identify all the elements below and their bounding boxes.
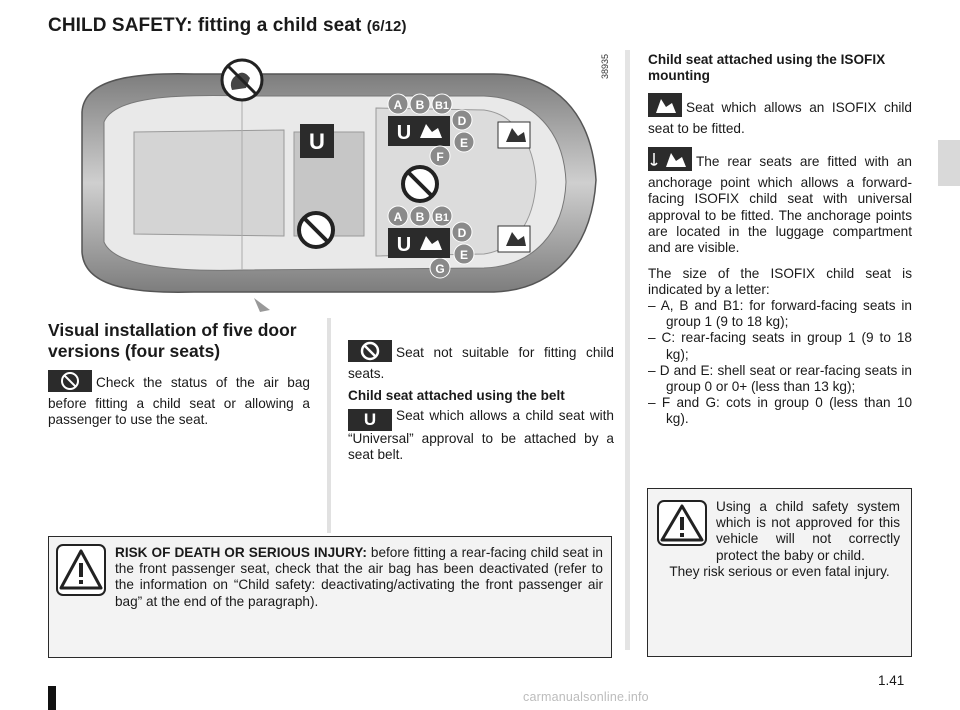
warning-bottom-bold: RISK OF DEATH OR SERIOUS INJURY:: [115, 545, 367, 560]
size-intro: The size of the ISOFIX child seat is indicated by a letter:: [648, 266, 912, 298]
airbag-text: Check the status of the air bag before fitting a child seat or allowing a passenger to use the seat.: [48, 375, 310, 428]
title-text: CHILD SAFETY: fitting a child seat: [48, 15, 362, 36]
middle-divider: [327, 318, 331, 533]
airbag-paragraph: [48, 370, 310, 429]
list-item: – C: rear-facing seats in group 1 (9 to 18 kg);: [648, 330, 912, 362]
universal-seat-icon: U: [348, 409, 392, 431]
unsuitable-paragraph: [348, 340, 614, 382]
airbag-check-icon: [48, 370, 92, 396]
airbag-warning-sticker-icon: [222, 60, 262, 100]
warning-bottom-body: before fitting a rear-facing child seat in the front passenger seat, check that the air bag has been deactivated (refer to the information on “Child safety: deactivating/activating the front passenger air bag” at the end of the paragraph).: [115, 545, 603, 609]
car-seat-diagram: [64, 52, 602, 314]
no-seat-icon: [348, 340, 392, 366]
isofix-seat-icon: [648, 93, 682, 121]
size-label-e: E: [459, 136, 469, 150]
size-label-b1-2: B1: [434, 212, 450, 224]
no-seat-icon-front-right: [299, 213, 333, 247]
chapter-tab: [938, 140, 960, 186]
watermark: carmanualsonline.info: [523, 690, 649, 704]
isofix-anchor-icon-top: [498, 122, 530, 148]
size-label-b1: B1: [434, 100, 450, 112]
page-title: [48, 15, 407, 37]
isofix-anchor-paragraph: [648, 147, 912, 256]
list-item: – D and E: shell seat or rear-facing seats in group 0 or 0+ (less than 13 kg);: [648, 362, 912, 395]
size-list: [648, 298, 912, 428]
size-label-g: G: [435, 262, 445, 276]
list-item: – F and G: cots in group 0 (less than 10 kg).: [648, 395, 912, 427]
figure-code: 38935: [600, 54, 610, 80]
size-label-a: A: [393, 98, 403, 112]
warning-right-text: Using a child safety system which is not approved for this vehicle will not correctly protect the baby or child.: [716, 499, 900, 563]
section-heading: Visual installation of five door versions (four seats): [48, 320, 297, 361]
diagram-label-u-front: U: [309, 129, 325, 154]
warning-triangle-icon: [56, 544, 106, 601]
unsuitable-text: Seat not suitable for fitting child seats.: [348, 345, 614, 382]
isofix-anchor-icon-bottom: [498, 226, 530, 252]
size-label-e-2: E: [459, 248, 469, 262]
isofix-anchor-icon: [648, 147, 692, 175]
isofix-anchor-text: The rear seats are fitted with an anchorage point which allows a forward-facing ISOFIX child seat with universal approval to be fitted. The anchorage points are located in the luggage compartment and are visible.: [648, 154, 912, 256]
isofix-heading: Child seat attached using the ISOFIX mounting: [648, 52, 886, 84]
rear-universal-isofix-icon-bottom: [388, 228, 450, 258]
title-page-indicator: (6/12): [366, 18, 407, 35]
warning-bottom-text: [115, 545, 603, 610]
page-number: 1.41: [878, 673, 905, 688]
corner-mark: [48, 686, 56, 710]
car-body: [82, 74, 596, 312]
rear-universal-isofix-icon-top: [388, 116, 450, 146]
no-seat-icon-center: [403, 167, 437, 201]
size-label-d-2: D: [457, 226, 467, 240]
warning-right-last-line: They risk serious or even fatal injury.: [669, 564, 890, 579]
isofix-seat-text: Seat which allows an ISOFIX child seat to be fitted.: [648, 100, 912, 137]
list-item: – A, B and B1: for forward-facing seats in group 1 (9 to 18 kg);: [648, 298, 912, 330]
belt-heading: Child seat attached using the belt: [348, 388, 565, 403]
universal-text: Seat which allows a child seat with “Universal” approval to be attached by a seat belt.: [348, 408, 614, 463]
front-left-universal-icon: [300, 124, 334, 158]
column-divider: [625, 50, 630, 650]
isofix-seat-paragraph: [648, 93, 912, 137]
diagram-label-u-rear-bottom: U: [396, 234, 412, 256]
size-label-f: F: [436, 150, 444, 164]
universal-paragraph: [348, 408, 614, 463]
size-label-b-2: B: [415, 210, 425, 224]
size-label-a-2: A: [393, 210, 403, 224]
warning-triangle-icon: [657, 500, 707, 551]
diagram-label-u-rear-top: U: [396, 122, 412, 144]
size-label-d: D: [457, 114, 467, 128]
size-label-b: B: [415, 98, 425, 112]
